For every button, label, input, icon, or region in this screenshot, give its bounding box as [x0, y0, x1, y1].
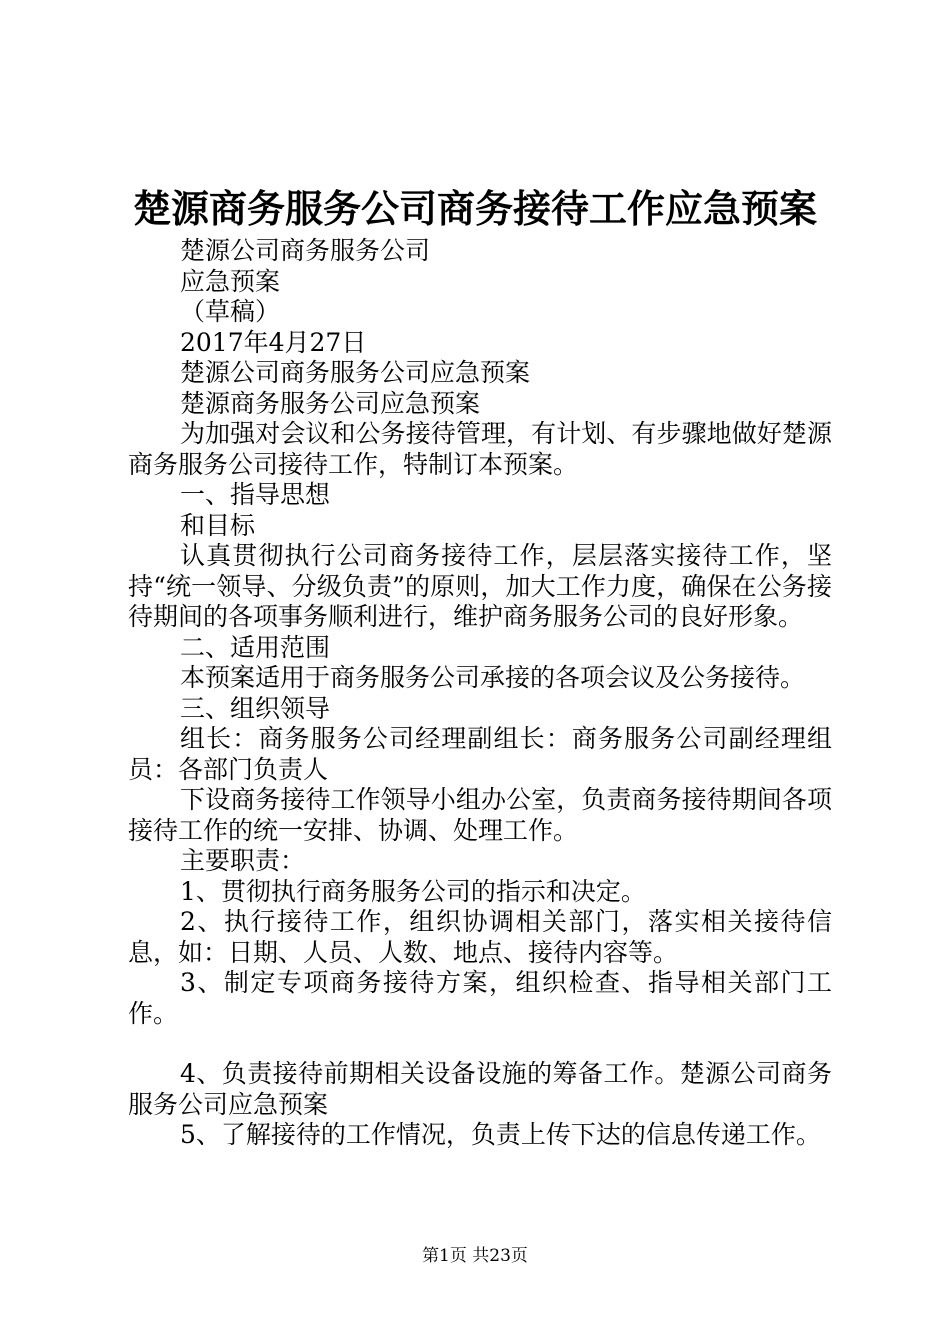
page-footer: 第1页 共23页 — [422, 1246, 528, 1266]
list-item: 1、贯彻执行商务服务公司的指示和决定。 — [180, 876, 646, 906]
section-heading: 二、适用范围 — [180, 632, 331, 662]
paragraph: 楚源公司商务服务公司应急预案 — [180, 358, 531, 387]
paragraph: 应急预案 — [180, 266, 281, 296]
paragraph: （草稿） — [180, 297, 281, 326]
list-item: 2、执行接待工作，组织协调相关部门，落实相关接待信息，如：日期、人员、人数、地点、接待内容等。 — [128, 907, 832, 967]
paragraph-gap — [128, 1029, 832, 1059]
document-title: 楚源商务服务公司商务接待工作应急预案 — [132, 186, 817, 231]
paragraph: 组长：商务服务公司经理副组长：商务服务公司副经理组员：各部门负责人 — [128, 724, 832, 784]
paragraph: 主要职责： — [180, 846, 306, 875]
list-item: 5、了解接待的工作情况，负责上传下达的信息传递工作。 — [180, 1120, 821, 1149]
paragraph: 为加强对会议和公务接待管理，有计划、有步骤地做好楚源商务服务公司接待工作，特制订本预案。 — [128, 419, 832, 479]
section-heading: 一、指导思想 — [180, 480, 331, 509]
paragraph-date: 2017年4月27日 — [180, 327, 367, 357]
paragraph: 楚源公司商务服务公司 — [180, 236, 431, 265]
list-item: 3、制定专项商务接待方案，组织检查、指导相关部门工作。 — [128, 968, 832, 1028]
list-item: 4、负责接待前期相关设备设施的筹备工作。楚源公司商务服务公司应急预案 — [128, 1059, 832, 1119]
section-heading: 三、组织领导 — [180, 693, 331, 723]
paragraph: 下设商务接待工作领导小组办公室，负责商务接待期间各项接待工作的统一安排、协调、处理工作。 — [128, 785, 832, 845]
section-heading: 和目标 — [180, 510, 256, 540]
paragraph: 本预案适用于商务服务公司承接的各项会议及公务接待。 — [180, 663, 806, 692]
paragraph: 认真贯彻执行公司商务接待工作，层层落实接待工作，坚持“统一领导、分级负责”的原则，加大工作力度，确保在公务接待期间的各项事务顺利进行，维护商务服务公司的良好形象。 — [128, 541, 832, 631]
document-body — [128, 236, 832, 1151]
paragraph: 楚源商务服务公司应急预案 — [180, 388, 481, 418]
